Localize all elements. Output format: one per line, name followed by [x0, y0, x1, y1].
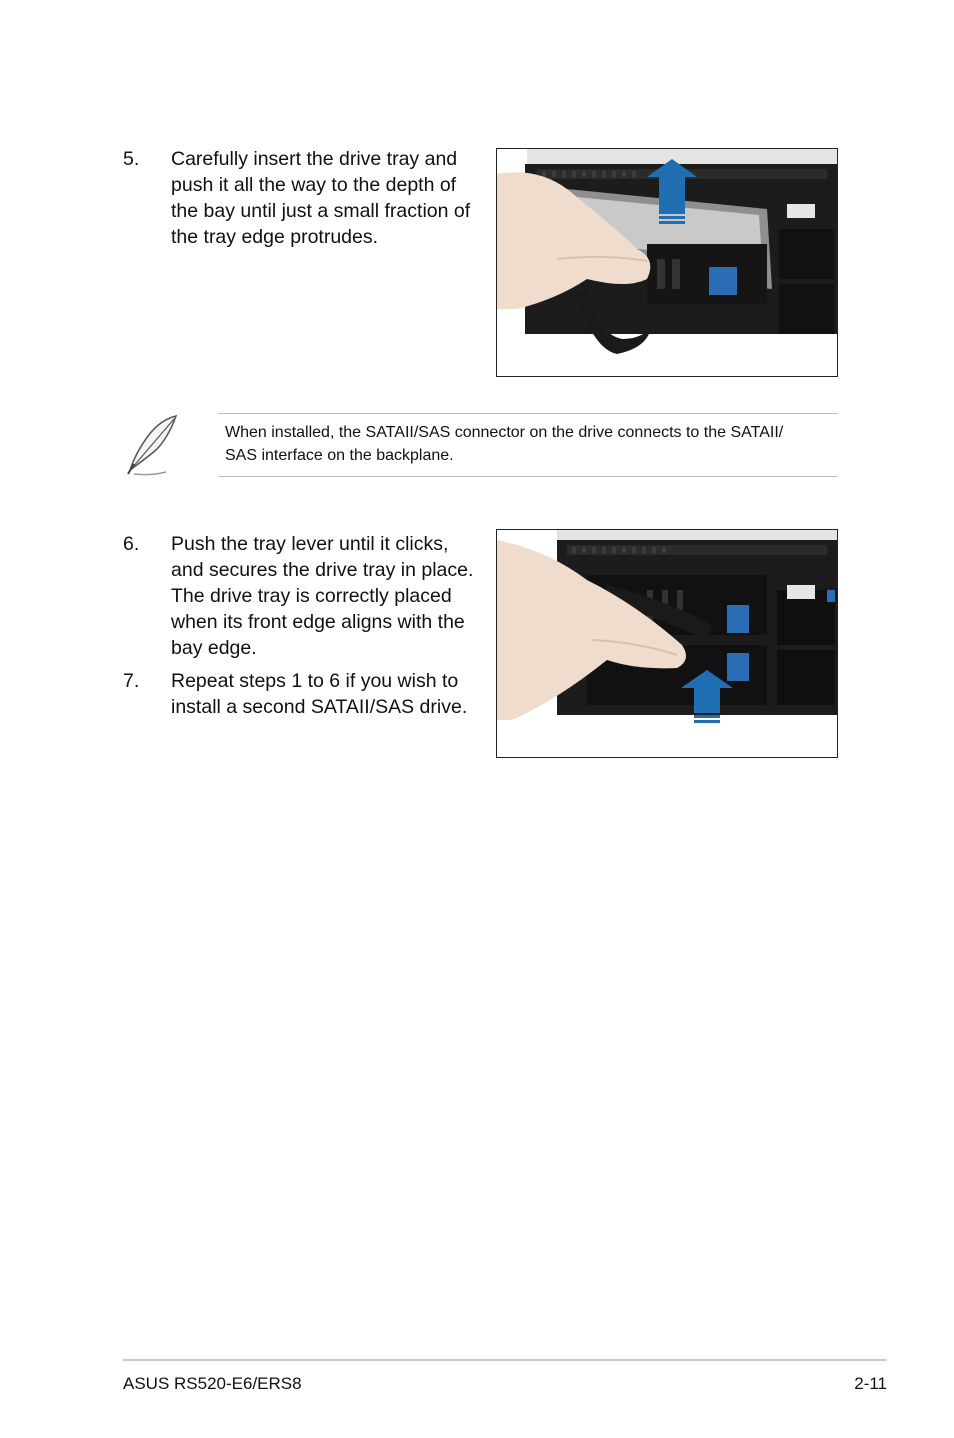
step-7 — [123, 668, 483, 722]
step-line: install a second SATAII/SAS drive. — [171, 696, 468, 718]
step-6 — [123, 531, 483, 663]
step-line: and secures the drive tray in place. — [171, 559, 474, 581]
footer-model: ASUS RS520-E6/ERS8 — [123, 1374, 302, 1393]
step-line: when its front edge aligns with the — [171, 611, 465, 633]
step-line: bay edge. — [171, 637, 257, 659]
footer-divider — [123, 1359, 887, 1361]
step-5 — [123, 146, 483, 256]
footer-page-number: 2-11 — [854, 1374, 887, 1393]
photo-insert-drive-tray — [496, 148, 838, 377]
step-line: Carefully insert the drive tray and — [171, 148, 458, 170]
step-line: Repeat steps 1 to 6 if you wish to — [171, 670, 459, 692]
step-line: push it all the way to the depth of — [171, 174, 457, 196]
step-line: The drive tray is correctly placed — [171, 585, 452, 607]
photo-illustration — [497, 530, 837, 757]
photo-illustration — [497, 149, 837, 376]
step-text — [171, 146, 470, 250]
step-number: 7. — [123, 670, 140, 692]
photo-push-tray-lever — [496, 529, 838, 758]
step-number: 5. — [123, 148, 140, 170]
note-line: SAS interface on the backplane. — [225, 447, 454, 464]
step-line: the bay until just a small fraction of — [171, 200, 471, 222]
feather-pen-icon — [120, 410, 186, 485]
step-text — [171, 668, 467, 720]
step-line: the tray edge protrudes. — [171, 226, 379, 248]
step-text — [171, 531, 473, 661]
note-text — [225, 421, 835, 467]
step-number: 6. — [123, 533, 140, 555]
note-line: When installed, the SATAII/SAS connector on the drive connects to the SATAII/ — [225, 424, 784, 441]
note-box — [218, 413, 838, 477]
step-line: Push the tray lever until it clicks, — [171, 533, 449, 555]
